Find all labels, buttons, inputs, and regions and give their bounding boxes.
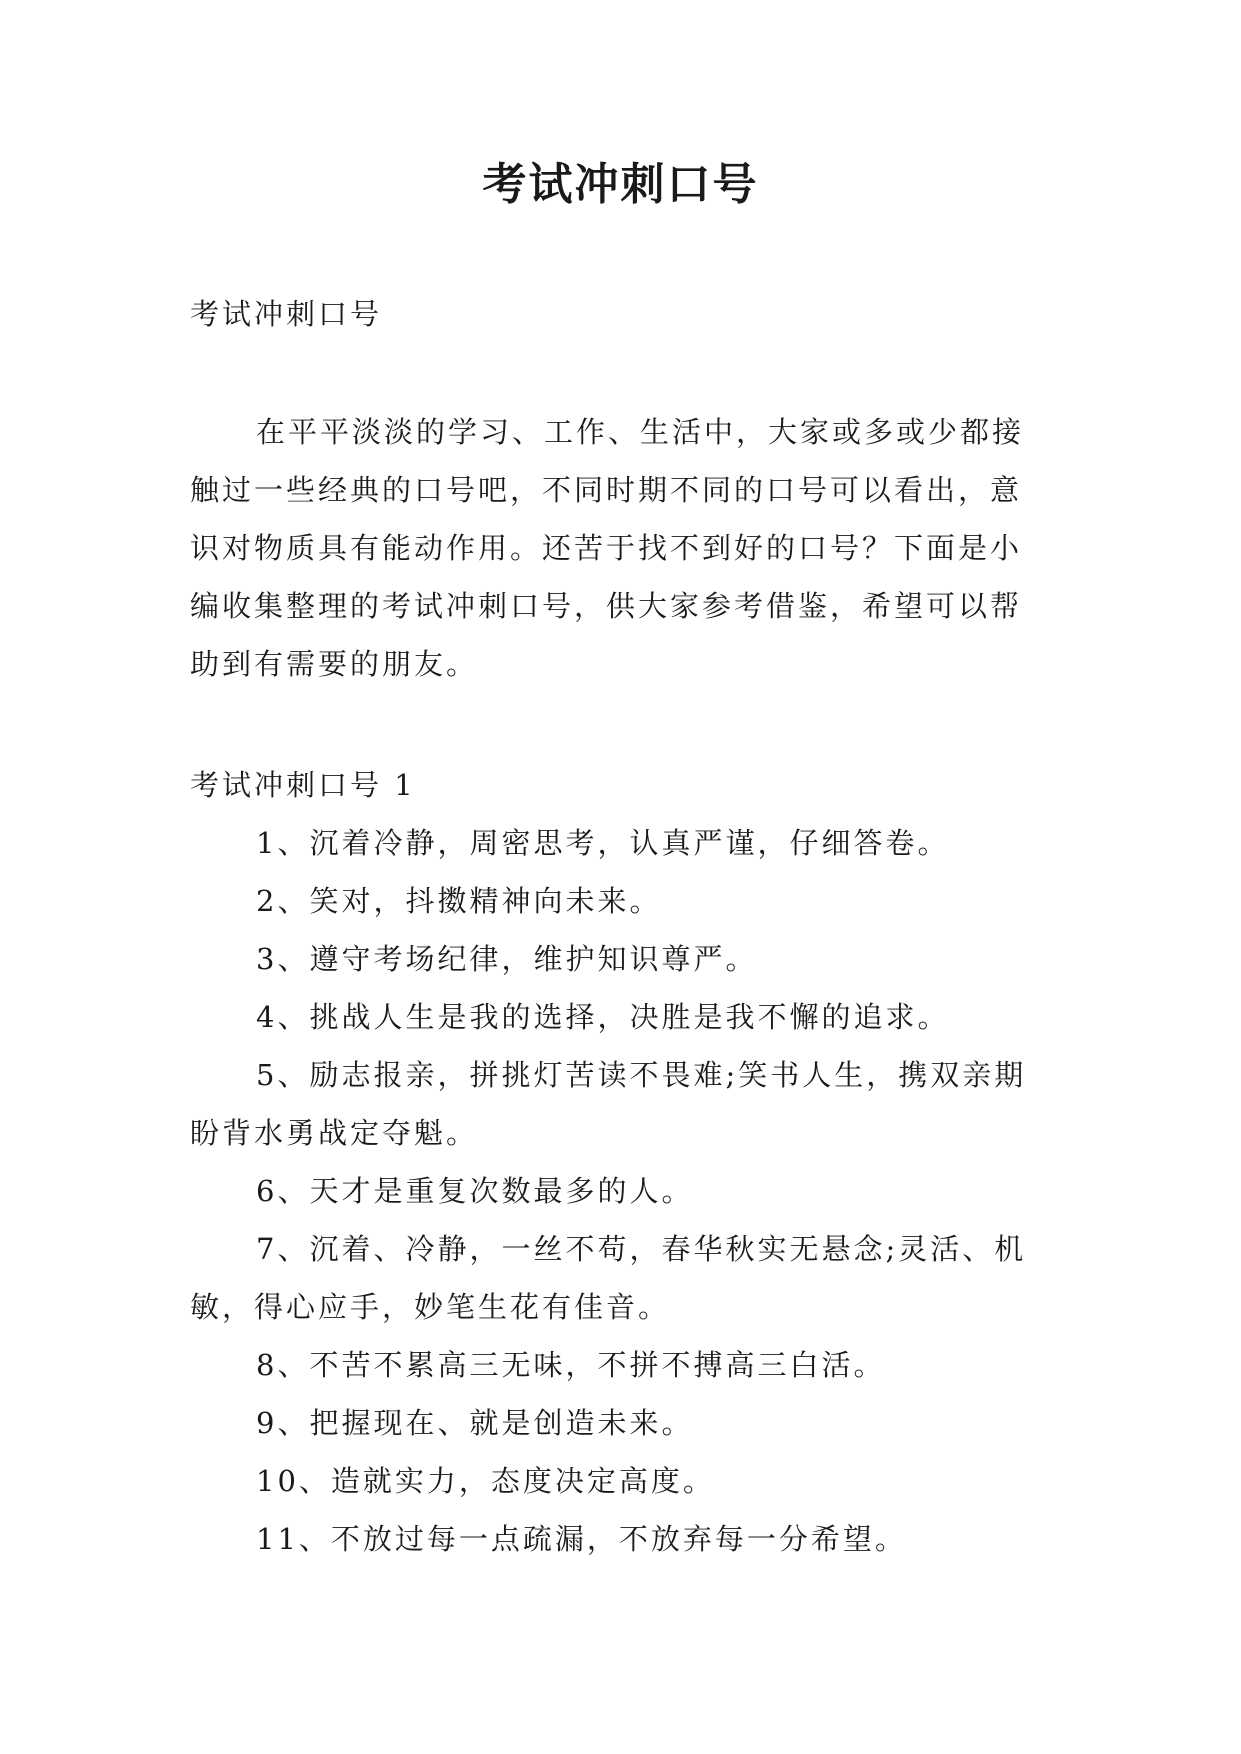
slogan-item: 4、挑战人生是我的选择，决胜是我不懈的追求。 <box>256 1000 950 1034</box>
slogan-item: 3、遵守考场纪律，维护知识尊严。 <box>256 942 758 976</box>
slogan-list <box>190 814 1050 1568</box>
slogan-item: 6、天才是重复次数最多的人。 <box>256 1174 694 1208</box>
slogan-item: 8、不苦不累高三无味，不拼不搏高三白活。 <box>256 1348 886 1382</box>
section-heading: 考试冲刺口号 1 <box>190 768 416 802</box>
slogan-item: 11、不放过每一点疏漏，不放弃每一分希望。 <box>256 1522 907 1556</box>
slogan-item: 1、沉着冷静，周密思考，认真严谨，仔细答卷。 <box>256 826 950 860</box>
slogan-item: 5、励志报亲，拼挑灯苦读不畏难;笑书人生，携双亲期盼背水勇战定夺魁。 <box>190 1058 1027 1150</box>
slogan-item: 9、把握现在、就是创造未来。 <box>256 1406 694 1440</box>
slogan-item: 10、造就实力，态度决定高度。 <box>256 1464 715 1498</box>
intro-paragraph: 在平平淡淡的学习、工作、生活中，大家或多或少都接触过一些经典的口号吧，不同时期不同的口号可以看出，意识对物质具有能动作用。还苦于找不到好的口号？下面是小编收集整理的考试冲刺口号，供大家参考借鉴，希望可以帮助到有需要的朋友。 <box>190 415 1025 681</box>
slogan-item: 7、沉着、冷静，一丝不苟，春华秋实无悬念;灵活、机敏，得心应手，妙笔生花有佳音。 <box>190 1232 1027 1324</box>
slogan-item: 2、笑对，抖擞精神向未来。 <box>256 884 662 918</box>
document-subtitle: 考试冲刺口号 <box>190 297 383 331</box>
document-title: 考试冲刺口号 <box>482 159 759 210</box>
